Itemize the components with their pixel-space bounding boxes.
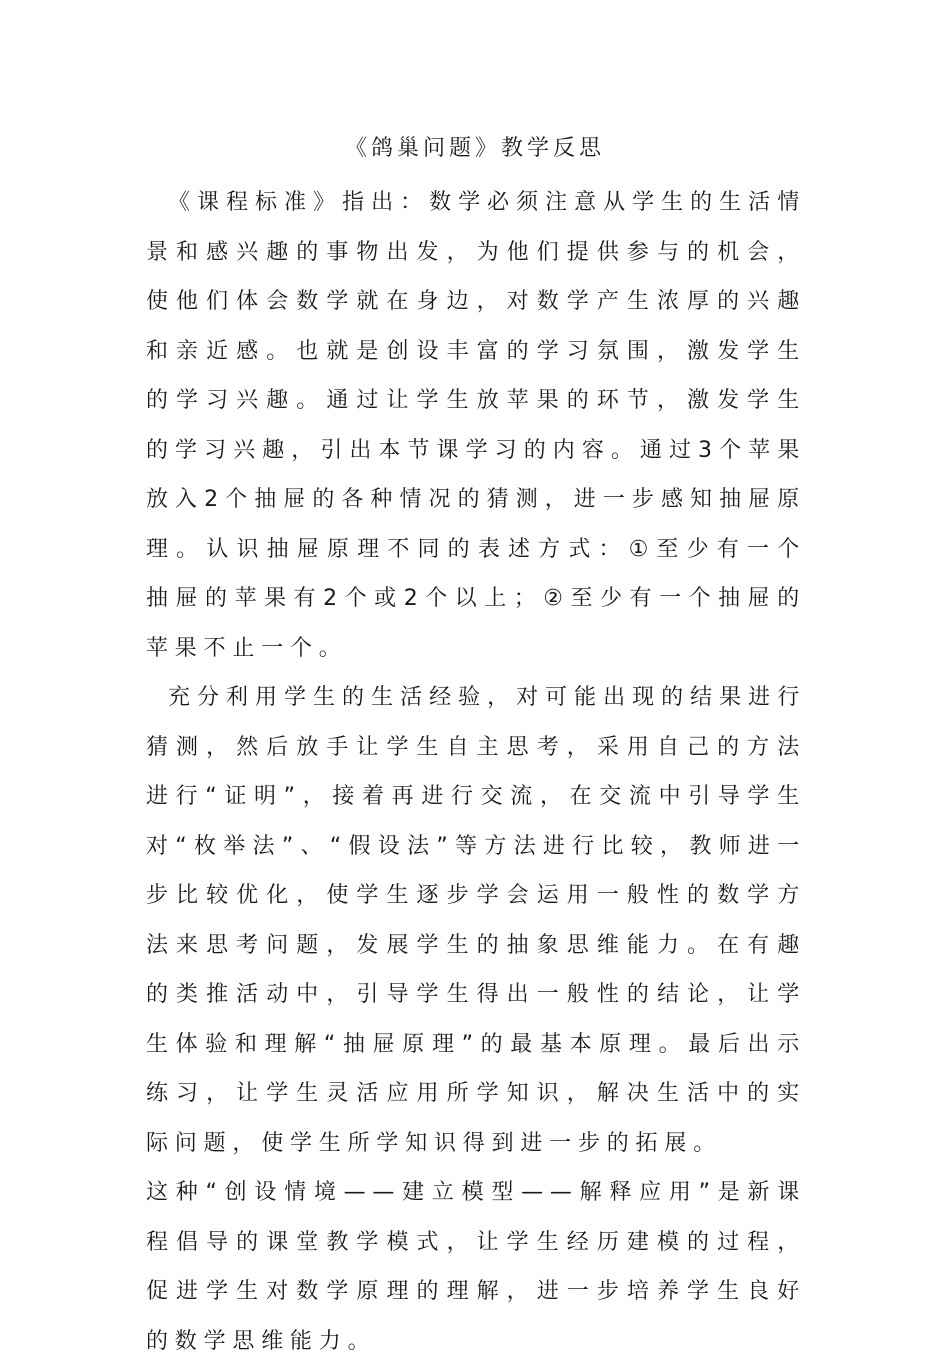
paragraph-life-experience: 充分利用学生的生活经验，对可能出现的结果进行猜测，然后放手让学生自主思考，采用自己的方法进行“证明”，接着再进行交流，在交流中引导学生对“枚举法”、“假设法”等方法进行比较，教师进一步比较优化，使学生逐步学会运用一般性的数学方法来思考问题，发展学生的抽象思维能力。在有趣的类推活动中，引导学生得出一般性的结论，让学生体验和理解“抽屉原理”的最基本原理。最后出示练习，让学生灵活应用所学知识，解决生活中的实际问题，使学生所学知识得到进一步的拓展。 xyxy=(146,685,806,1156)
paragraph-curriculum-standard: 《课程标准》指出：数学必须注意从学生的生活情景和感兴趣的事物出发，为他们提供参与的机会，使他们体会数学就在身边，对数学产生浓厚的兴趣和亲近感。也就是创设丰富的学习氛围，激发学生的学习兴趣。通过让学生放苹果的环节，激发学生的学习兴趣，引出本节课学习的内容。通过3个苹果放入2个抽屉的各种情况的猜测，进一步感知抽屉原理。认识抽屉原理不同的表述方式：①至少有一个抽屉的苹果有2个或2个以上；②至少有一个抽屉的苹果不止一个。 xyxy=(146,190,806,661)
paragraph-teaching-model: 这种“创设情境——建立模型——解释应用”是新课程倡导的课堂教学模式，让学生经历建模的过程，促进学生对数学原理的理解，进一步培养学生良好的数学思维能力。 xyxy=(146,1180,806,1354)
document-title: 《鸽巢问题》教学反思 xyxy=(344,136,605,161)
document-body xyxy=(146,178,806,1366)
